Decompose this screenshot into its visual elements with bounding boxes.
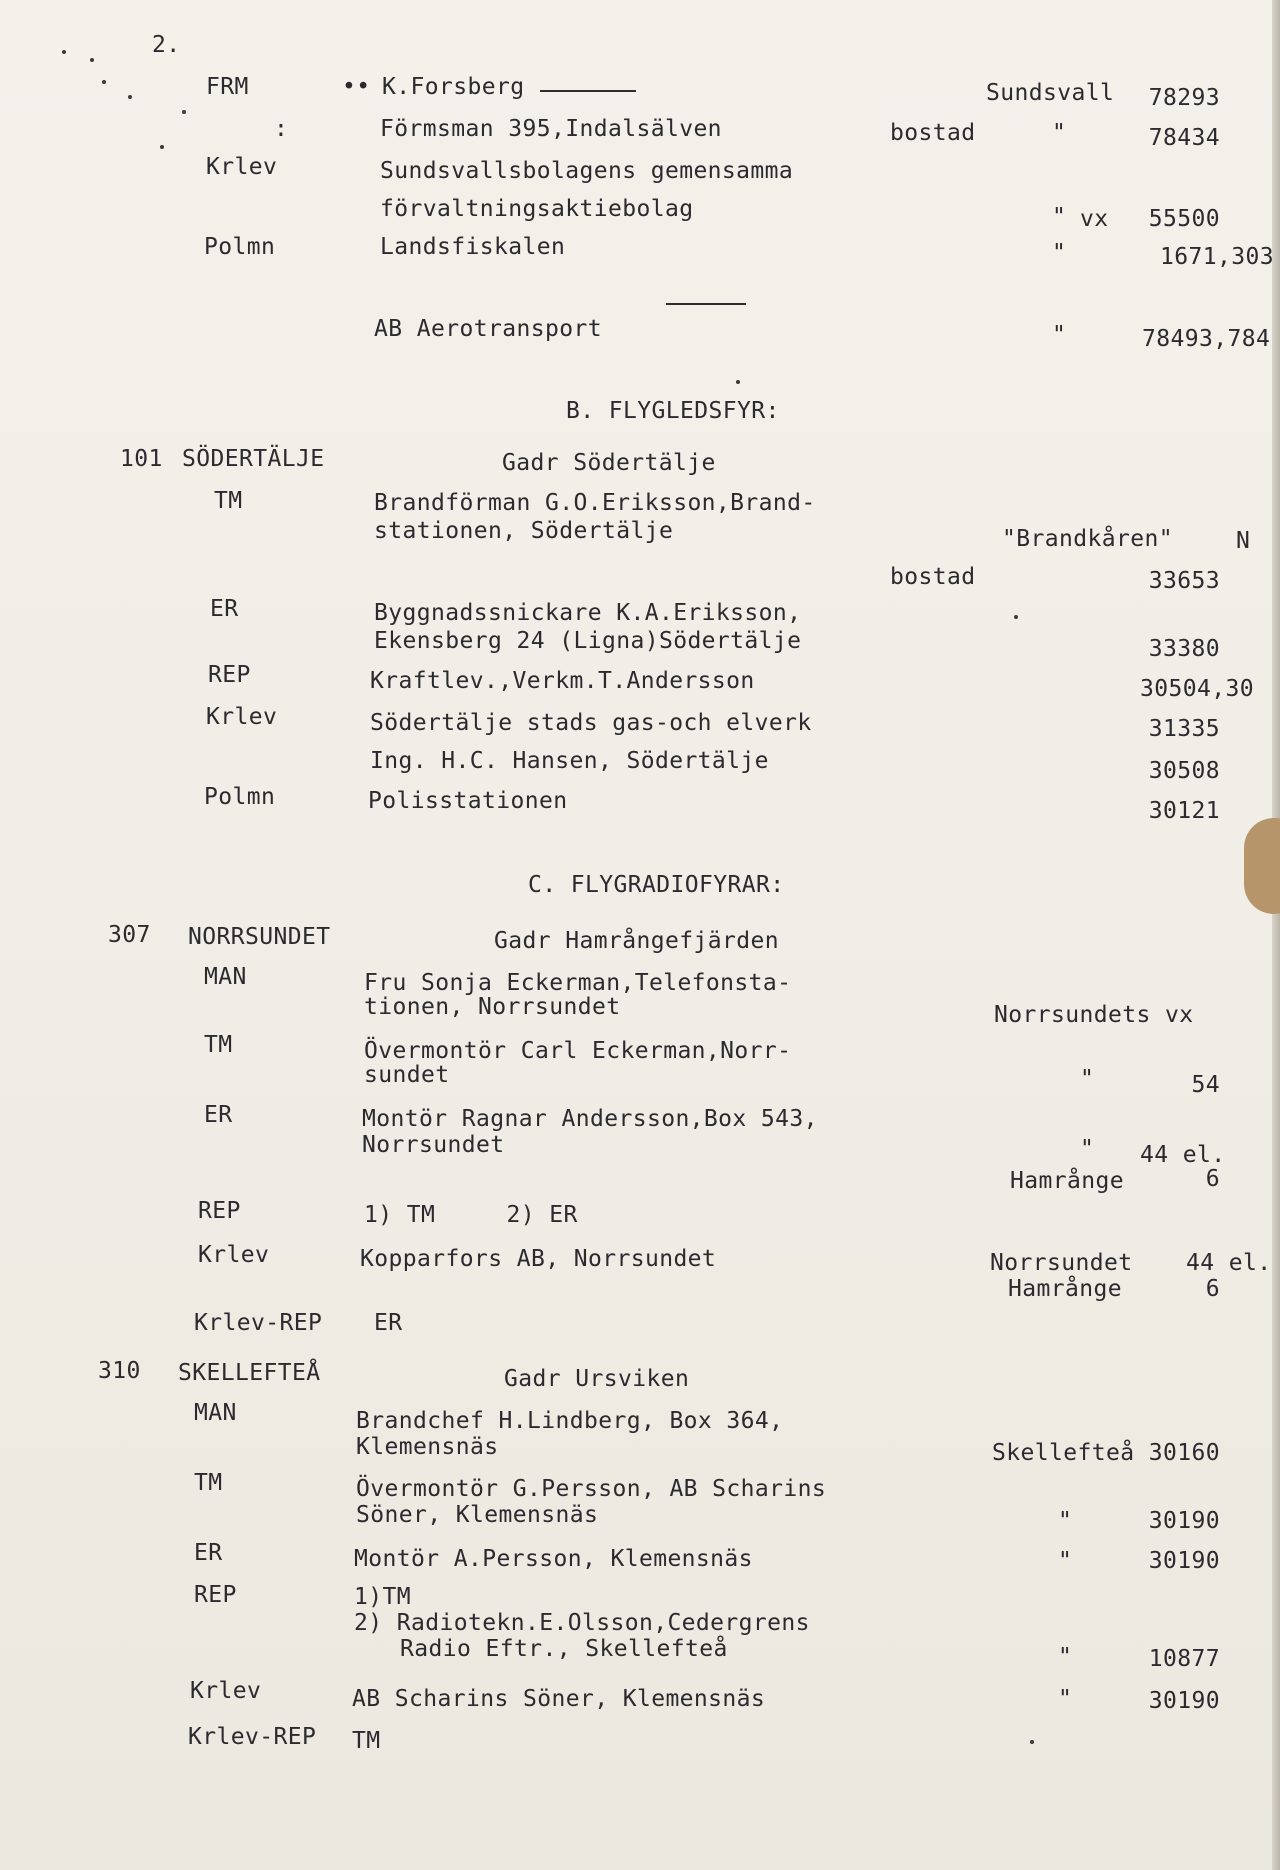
row-colon: :	[274, 116, 289, 142]
contact-line: Montör A.Persson, Klemensnäs	[354, 1546, 753, 1572]
contact-line: Radio Eftr., Skellefteå	[400, 1636, 728, 1662]
role-code: MAN	[194, 1400, 237, 1426]
contact-line: 1) TM 2) ER	[364, 1202, 578, 1228]
role-code: Krlev	[206, 704, 278, 730]
ditto-mark: "	[1080, 1066, 1095, 1092]
ink-speck	[102, 80, 106, 84]
role-code: ER	[204, 1102, 233, 1128]
contact-line: ER	[374, 1310, 403, 1336]
role-code: ER	[194, 1540, 223, 1566]
ditto-mark: "	[1058, 1548, 1073, 1574]
separator-rule	[666, 303, 746, 305]
phone-number: 30121	[1148, 798, 1220, 824]
role-code: REP	[198, 1198, 241, 1224]
contact-line: AB Scharins Söner, Klemensnäs	[352, 1686, 766, 1712]
contact-line: stationen, Södertälje	[374, 518, 674, 544]
contact-line: Klemensnäs	[356, 1434, 499, 1460]
ditto-mark: "	[1058, 1644, 1073, 1670]
contact-place: Norrsundet	[990, 1250, 1133, 1276]
phone-number: 30504,30	[1140, 676, 1254, 702]
role-code: TM	[214, 488, 243, 514]
ink-speck	[1030, 1740, 1034, 1744]
ink-speck	[90, 58, 94, 62]
role-code: TM	[194, 1470, 223, 1496]
contact-line: TM	[352, 1728, 381, 1754]
ditto-mark: "	[1058, 1686, 1073, 1712]
ink-speck	[1014, 615, 1018, 619]
phone-number: 30508	[1148, 758, 1220, 784]
row-name-dots: ••	[342, 74, 371, 100]
row-kind: vx	[1080, 206, 1109, 232]
row-code: Krlev	[206, 154, 278, 180]
contact-line: Polisstationen	[368, 788, 568, 814]
contact-line: Byggnadssnickare K.A.Eriksson,	[374, 600, 802, 626]
phone-number: 33653	[1148, 568, 1220, 594]
contact-line: 2) Radiotekn.E.Olsson,Cedergrens	[354, 1610, 810, 1636]
phone-number: 44 el.	[1186, 1250, 1272, 1276]
station-name: SKELLEFTEÅ	[178, 1360, 321, 1386]
row-code: Polmn	[204, 234, 276, 260]
ditto-mark: "	[1058, 1508, 1073, 1534]
phone-number: 31335	[1148, 716, 1220, 742]
cut-off-text: N	[1236, 528, 1251, 554]
contact-line: Kraftlev.,Verkm.T.Andersson	[370, 668, 755, 694]
row-name: Landsfiskalen	[380, 234, 566, 260]
contact-line: tionen, Norrsundet	[364, 994, 621, 1020]
role-code: TM	[204, 1032, 233, 1058]
contact-line: Ekensberg 24 (Ligna)Södertälje	[374, 628, 802, 654]
row-kind: bostad	[890, 120, 976, 146]
station-gadr: Gadr Södertälje	[502, 450, 716, 476]
row-ditto: "	[1052, 240, 1067, 266]
phone-number: 54	[1191, 1072, 1220, 1098]
ink-speck	[128, 95, 132, 99]
contact-line: Ing. H.C. Hansen, Södertälje	[370, 748, 769, 774]
station-number: 101	[120, 446, 163, 472]
row-code: FRM	[206, 74, 249, 100]
phone-number: 10877	[1148, 1646, 1220, 1672]
contact-line: Norrsundet	[362, 1132, 505, 1158]
role-code: MAN	[204, 964, 247, 990]
row-name: Förmsman 395,Indalsälven	[380, 116, 722, 142]
phone-number: 30190	[1148, 1548, 1220, 1574]
role-code: REP	[208, 662, 251, 688]
station-name: NORRSUNDET	[188, 924, 331, 950]
role-code: Krlev	[190, 1678, 262, 1704]
phone-number: 30190	[1148, 1688, 1220, 1714]
station-gadr: Gadr Hamrångefjärden	[494, 928, 779, 954]
section-heading: B. FLYGLEDSFYR:	[566, 398, 780, 424]
station-name: SÖDERTÄLJE	[182, 446, 325, 472]
contact-line: Brandchef H.Lindberg, Box 364,	[356, 1408, 784, 1434]
row-place: Sundsvall	[986, 80, 1115, 106]
contact-line: Övermontör G.Persson, AB Scharins	[356, 1476, 827, 1502]
phone-number: 6	[1205, 1276, 1220, 1302]
contact-line: Fru Sonja Eckerman,Telefonsta-	[364, 970, 792, 996]
role-code: ER	[210, 596, 239, 622]
row-ditto: "	[1052, 120, 1067, 146]
contact-phone-name: "Brandkåren"	[1002, 526, 1173, 552]
station-number: 310	[98, 1358, 141, 1384]
row-name: förvaltningsaktiebolag	[380, 196, 694, 222]
contact-phone-name: Norrsundets vx	[994, 1002, 1194, 1028]
contact-line: Södertälje stads gas-och elverk	[370, 710, 812, 736]
contact-place: Hamrånge	[1008, 1276, 1122, 1302]
binder-tab	[1244, 818, 1280, 914]
ditto-mark: "	[1080, 1136, 1095, 1162]
row-name: K.Forsberg	[382, 74, 525, 100]
phone-number: 30190	[1148, 1508, 1220, 1534]
row-number: 1671,303	[1160, 244, 1274, 270]
row-name: Sundsvallsbolagens gemensamma	[380, 158, 794, 184]
phone-number: 33380	[1148, 636, 1220, 662]
row-number: 55500	[1148, 206, 1220, 232]
section-heading: C. FLYGRADIOFYRAR:	[528, 872, 785, 898]
contact-line: Kopparfors AB, Norrsundet	[360, 1246, 717, 1272]
role-code: Krlev	[198, 1242, 270, 1268]
contact-line: sundet	[364, 1062, 450, 1088]
contact-line: Övermontör Carl Eckerman,Norr-	[364, 1038, 792, 1064]
row-number: 78493,784	[1142, 326, 1271, 352]
station-number: 307	[108, 922, 151, 948]
phone-number: 44 el.	[1140, 1142, 1226, 1168]
page-number: 2.	[152, 32, 181, 58]
row-name: AB Aerotransport	[374, 316, 602, 342]
row-ditto: "	[1052, 322, 1067, 348]
role-code: Krlev-REP	[188, 1724, 317, 1750]
contact-line: Brandförman G.O.Eriksson,Brand-	[374, 490, 816, 516]
ink-speck	[62, 50, 66, 54]
ink-speck	[182, 110, 186, 114]
role-code: Polmn	[204, 784, 276, 810]
row-ditto: "	[1052, 204, 1067, 230]
phone-number: 30160	[1148, 1440, 1220, 1466]
row-number: 78293	[1148, 85, 1220, 111]
strike-line	[540, 90, 636, 92]
station-gadr: Gadr Ursviken	[504, 1366, 690, 1392]
contact-line: Söner, Klemensnäs	[356, 1502, 599, 1528]
row-number: 78434	[1148, 125, 1220, 151]
ink-speck	[160, 145, 164, 149]
contact-place: Skellefteå	[992, 1440, 1135, 1466]
contact-line: 1)TM	[354, 1584, 411, 1610]
contact-line: Montör Ragnar Andersson,Box 543,	[362, 1106, 818, 1132]
contact-kind: bostad	[890, 564, 976, 590]
phone-number: 6	[1205, 1166, 1220, 1192]
page-edge	[1272, 0, 1280, 1870]
role-code: REP	[194, 1582, 237, 1608]
ink-speck	[736, 380, 740, 384]
contact-place: Hamrånge	[1010, 1168, 1124, 1194]
role-code: Krlev-REP	[194, 1310, 323, 1336]
